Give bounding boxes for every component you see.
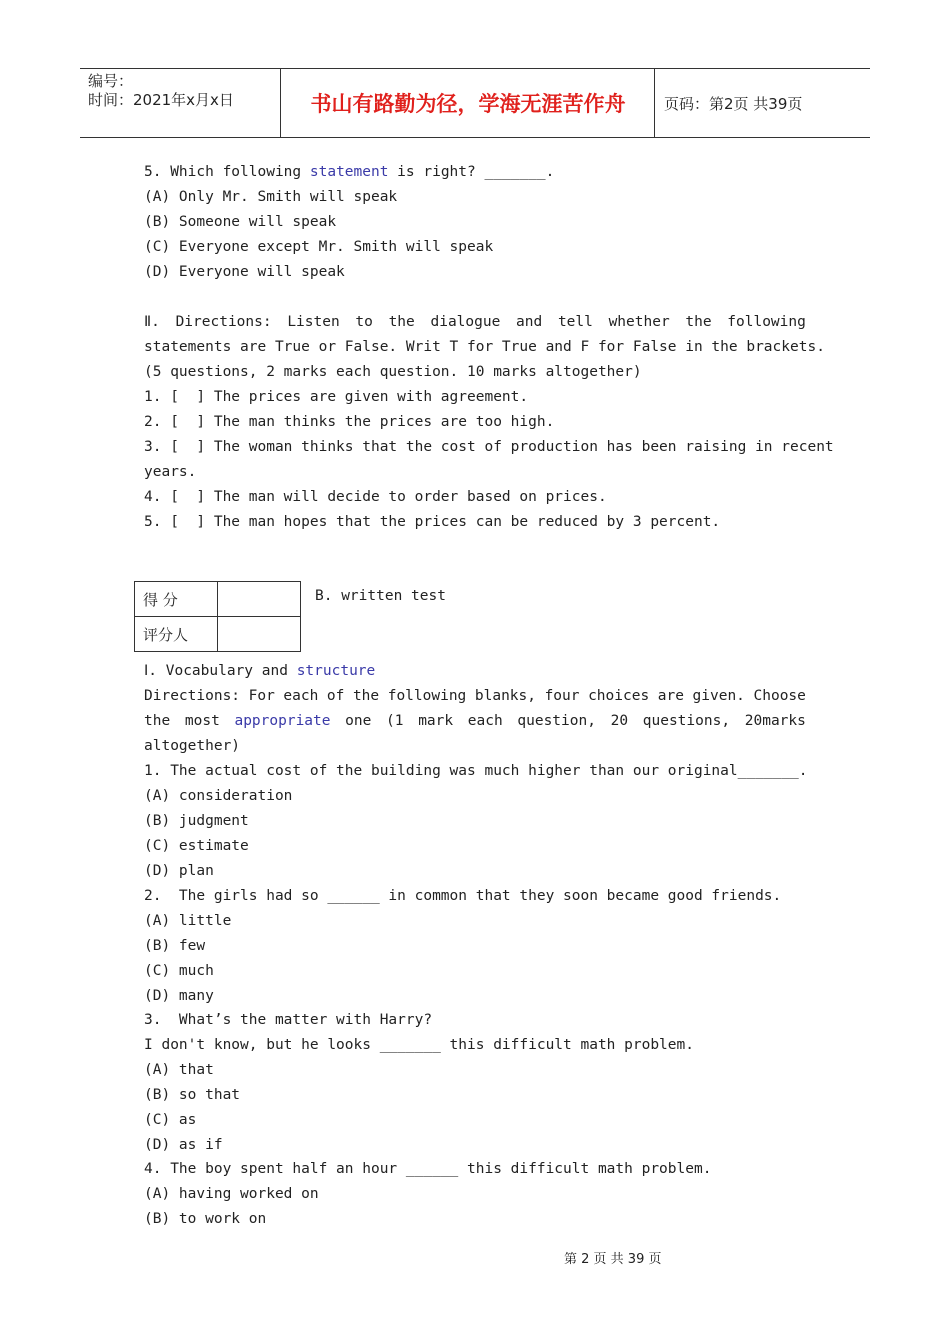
vocab-directions-line1 [144, 687, 806, 705]
hyperlink-statement[interactable]: statement [309, 164, 389, 180]
page-header [80, 68, 870, 138]
vocab-line: 3. What’s the matter with Harry? [144, 1012, 433, 1028]
word: Ⅱ. [144, 314, 160, 330]
vocab-heading [144, 662, 375, 680]
header-divider [654, 69, 655, 137]
word: whether [608, 314, 670, 330]
word: most [184, 713, 220, 729]
serial-label: 编号： [88, 72, 134, 90]
tf-item: 3. [ ] The woman thinks that the cost of production has been raising in recent [144, 439, 834, 455]
word: mark [418, 713, 454, 729]
option-a: (A) Only Mr. Smith will speak [144, 189, 398, 205]
question-5 [144, 163, 554, 181]
option-b: (B) Someone will speak [144, 214, 337, 230]
vocab-line: (D) as if [144, 1137, 223, 1153]
vocab-line: (A) that [144, 1062, 214, 1078]
word: blanks, [474, 688, 536, 704]
word: tell [557, 314, 593, 330]
word: Choose [753, 688, 806, 704]
page-footer: 第 2 页 共 39 页 [564, 1252, 662, 1267]
vocab-line: (B) so that [144, 1087, 241, 1103]
vocab-line: (A) consideration [144, 788, 293, 804]
score-label: 得 分 [135, 582, 218, 617]
header-slogan: 书山有路勤为径，学海无涯苦作舟 [310, 92, 626, 116]
question-text: is right? _______. [388, 164, 555, 180]
tf-item: 4. [ ] The man will decide to order based on prices. [144, 489, 607, 505]
word: 20marks [744, 713, 806, 729]
word: Directions: [144, 688, 241, 704]
word: the [144, 713, 171, 729]
word: dialogue [430, 314, 501, 330]
vocab-line: 2. The girls had so ______ in common that they soon became good friends. [144, 888, 782, 904]
tf-item-continued: years. [144, 464, 197, 480]
vocab-line: (B) judgment [144, 813, 249, 829]
part2-directions-line2: statements are True or False. Writ T for True and F for False in the brackets. [144, 339, 825, 355]
word: one [345, 713, 372, 729]
grader-cell[interactable] [218, 617, 301, 652]
vocab-line: 4. The boy spent half an hour ______ this difficult math problem. [144, 1161, 712, 1177]
vocab-line: (C) much [144, 963, 214, 979]
part2-directions-line1 [144, 313, 806, 331]
word: (1 [386, 713, 404, 729]
tf-item: 1. [ ] The prices are given with agreement. [144, 389, 529, 405]
vocab-line: (D) many [144, 988, 214, 1004]
vocab-line: (D) plan [144, 863, 214, 879]
heading-text: Ⅰ. Vocabulary and [144, 663, 297, 679]
word: For [248, 688, 275, 704]
hyperlink-appropriate[interactable]: appropriate [234, 713, 331, 729]
vocab-line: (C) estimate [144, 838, 249, 854]
word: the [685, 314, 712, 330]
part2-directions-line3: (5 questions, 2 marks each question. 10 marks altogether) [144, 364, 642, 380]
word: to [355, 314, 373, 330]
word: Listen [287, 314, 340, 330]
header-meta [80, 69, 280, 137]
word: 20 [610, 713, 629, 729]
option-d: (D) Everyone will speak [144, 264, 345, 280]
word: given. [692, 688, 745, 704]
word: the [388, 314, 415, 330]
vocab-line: (A) having worked on [144, 1186, 319, 1202]
section-title: B. written test [315, 588, 446, 604]
word: choices [588, 688, 650, 704]
question-text: 5. Which following [144, 164, 310, 180]
vocab-line: I don't know, but he looks _______ this difficult math problem. [144, 1037, 694, 1053]
word: Directions: [175, 314, 272, 330]
hyperlink-structure[interactable]: structure [296, 663, 376, 679]
tf-item: 5. [ ] The man hopes that the prices can be reduced by 3 percent. [144, 514, 721, 530]
word: following [727, 314, 806, 330]
vocab-line: (B) to work on [144, 1211, 267, 1227]
time-label: 时间：2021年x月x日 [88, 91, 234, 109]
vocab-line: (C) as [144, 1112, 197, 1128]
vocab-directions-line3: altogether) [144, 738, 241, 754]
score-cell[interactable] [218, 582, 301, 617]
tf-item: 2. [ ] The man thinks the prices are too high. [144, 414, 555, 430]
word: of [326, 688, 345, 704]
word: following [387, 688, 467, 704]
vocab-line: (B) few [144, 938, 206, 954]
vocab-line: 1. The actual cost of the building was much higher than our original_______. [144, 763, 808, 779]
word: each [283, 688, 319, 704]
vocab-directions-line2 [144, 712, 806, 730]
option-c: (C) Everyone except Mr. Smith will speak [144, 239, 494, 255]
word: and [516, 314, 543, 330]
vocab-line: (A) little [144, 913, 232, 929]
word: questions, [642, 713, 731, 729]
header-divider [280, 69, 281, 137]
header-page-label: 页码：第2页 共39页 [664, 94, 803, 113]
word: question, [517, 713, 596, 729]
word: are [657, 688, 684, 704]
word: the [352, 688, 380, 704]
word: four [544, 688, 580, 704]
score-table [134, 581, 301, 652]
grader-label: 评分人 [135, 617, 218, 652]
word: each [467, 713, 503, 729]
